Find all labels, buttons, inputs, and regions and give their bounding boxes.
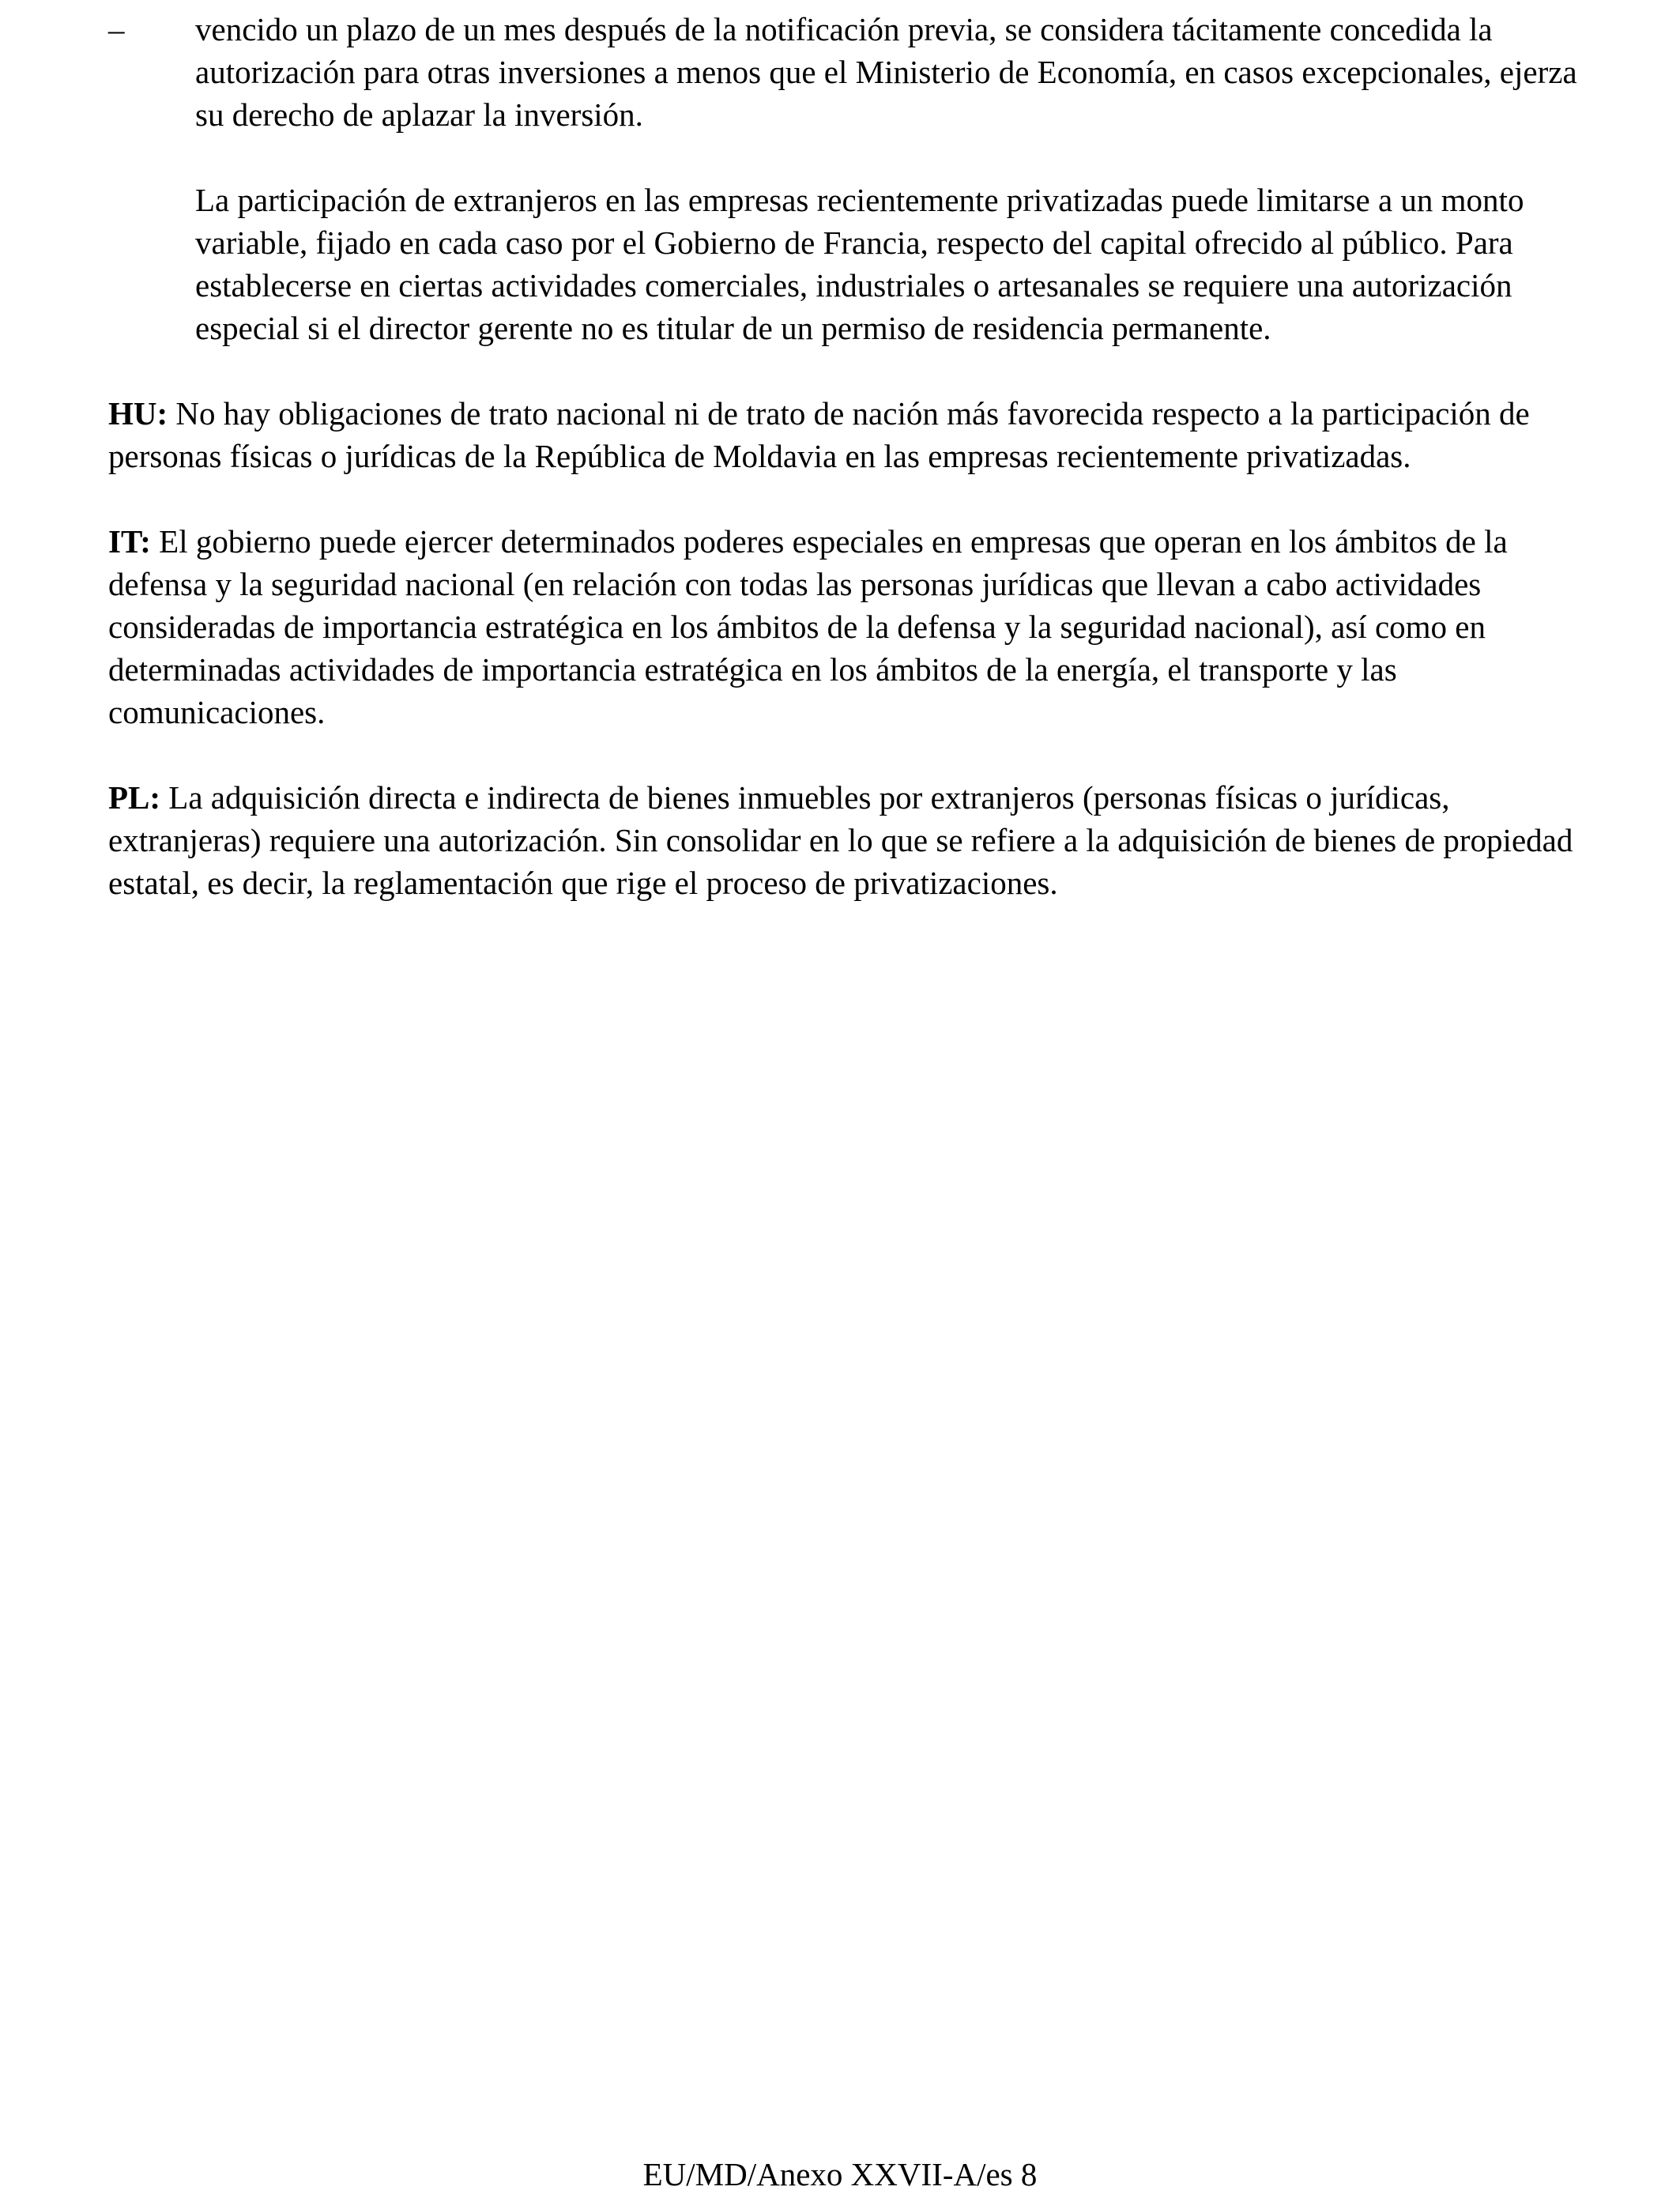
dash-item-text: vencido un plazo de un mes después de la notificación previa, se considera tácitamente concedida la autorización para otras inversiones a menos que el Ministerio de Economía, en casos excepcionales, ejerza su derecho de aplazar la inversión. [195, 11, 1577, 133]
dash-marker: – [108, 11, 125, 47]
entry-pl-text: La adquisición directa e indirecta de bienes inmuebles por extranjeros (personas físicas o jurídicas, extranjeras) requiere una autorización. Sin consolidar en lo que se refiere a la adquisición de bienes de propiedad estatal, es decir, la reglamentación que rige el proceso de privatizaciones. [108, 779, 1573, 901]
entry-hu-text: No hay obligaciones de trato nacional ni de trato de nación más favorecida respecto a la participación de personas físicas o jurídicas de la República de Moldavia en las empresas recientemente privatizadas. [108, 395, 1530, 474]
entry-pl [108, 776, 1594, 904]
country-code-pl: PL: [108, 779, 161, 816]
document-body [108, 8, 1594, 904]
entry-it [108, 520, 1594, 733]
france-privatization-paragraph: La participación de extranjeros en las empresas recientemente privatizadas puede limitarse a un monto variable, fijado en cada caso por el Gobierno de Francia, respecto del capital ofrecido al público. Para establecerse en ciertas actividades comerciales, industriales o artesanales se requiere una autorización especial si el director gerente no es titular de un permiso de residencia permanente. [195, 182, 1524, 346]
entry-hu [108, 392, 1594, 477]
country-code-hu: HU: [108, 395, 168, 432]
country-code-it: IT: [108, 523, 151, 560]
entry-it-text: El gobierno puede ejercer determinados poderes especiales en empresas que operan en los ámbitos de la defensa y la seguridad nacional (en relación con todas las personas jurídicas que llevan a cabo actividades consideradas de importancia estratégica en los ámbitos de la defensa y la seguridad nacional), así como en determinadas actividades de importancia estratégica en los ámbitos de la energía, el transporte y las comunicaciones. [108, 523, 1508, 730]
dash-list-item [108, 8, 1594, 136]
page-footer: EU/MD/Anexo XXVII-A/es 8 [642, 2156, 1038, 2192]
